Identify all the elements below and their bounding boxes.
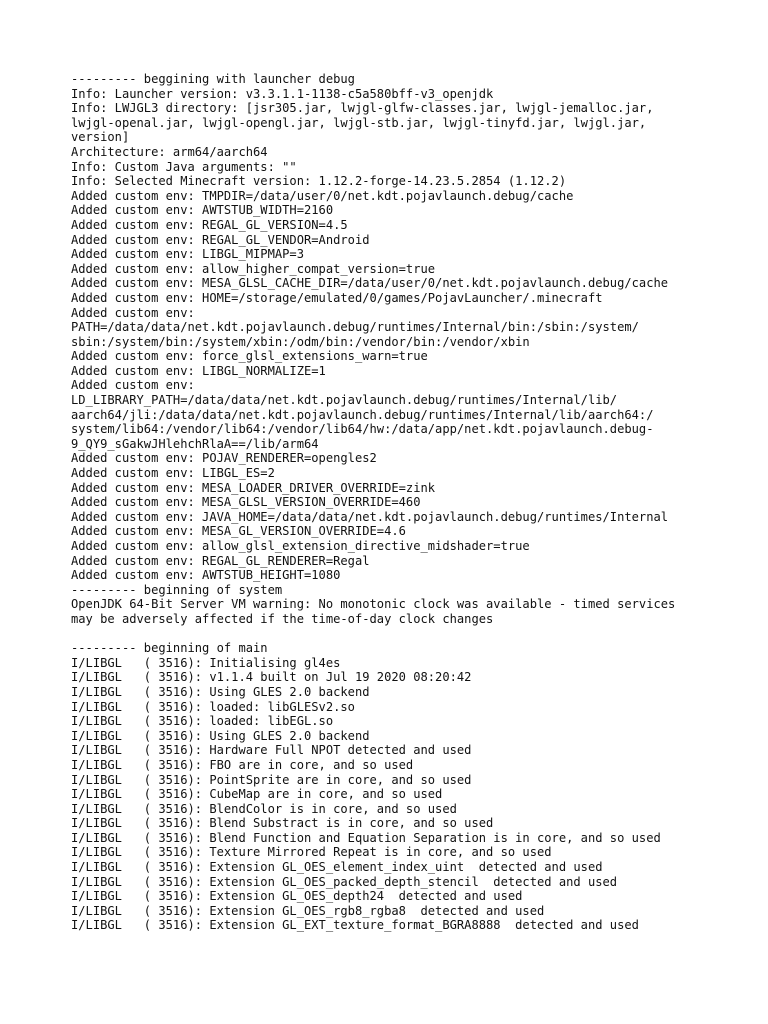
- log-line: I/LIBGL ( 3516): BlendColor is in core, and so used: [71, 801, 457, 816]
- log-line: I/LIBGL ( 3516): Extension GL_OES_packed_depth_stencil detected and used: [71, 874, 618, 889]
- log-line: I/LIBGL ( 3516): Using GLES 2.0 backend: [71, 728, 370, 743]
- log-line: Added custom env: LIBGL_NORMALIZE=1: [71, 363, 326, 378]
- log-line: I/LIBGL ( 3516): Blend Function and Equation Separation is in core, and so used: [71, 830, 661, 845]
- log-line: I/LIBGL ( 3516): v1.1.4 built on Jul 19 2020 08:20:42: [71, 670, 472, 685]
- log-line: Added custom env: MESA_LOADER_DRIVER_OVERRIDE=zink: [71, 480, 436, 495]
- log-line: Added custom env:: [71, 305, 195, 320]
- log-line: --------- beginning of main: [71, 641, 268, 656]
- log-line: Architecture: arm64/aarch64: [71, 144, 268, 159]
- log-line: Added custom env: AWTSTUB_WIDTH=2160: [71, 203, 334, 218]
- log-line: Added custom env: REGAL_GL_RENDERER=Regal: [71, 553, 370, 568]
- log-line: Added custom env: MESA_GL_VERSION_OVERRIDE=4.6: [71, 524, 406, 539]
- log-line: I/LIBGL ( 3516): PointSprite are in core, and so used: [71, 772, 472, 787]
- log-line: system/lib64:/vendor/lib64:/vendor/lib64/hw:/data/app/net.kdt.pojavlaunch.debug-: [71, 422, 654, 437]
- log-line: Added custom env: force_glsl_extensions_warn=true: [71, 349, 428, 364]
- log-line: I/LIBGL ( 3516): Blend Substract is in core, and so used: [71, 816, 494, 831]
- log-line: I/LIBGL ( 3516): Extension GL_OES_rgb8_rgba8 detected and used: [71, 903, 545, 918]
- log-line: Added custom env: LIBGL_ES=2: [71, 466, 275, 481]
- log-line: Added custom env:: [71, 378, 195, 393]
- log-line: I/LIBGL ( 3516): loaded: libEGL.so: [71, 714, 334, 729]
- log-line: Added custom env: REGAL_GL_VENDOR=Android: [71, 232, 370, 247]
- log-line: Added custom env: LIBGL_MIPMAP=3: [71, 247, 304, 262]
- log-line: Added custom env: POJAV_RENDERER=opengles2: [71, 451, 377, 466]
- log-line: I/LIBGL ( 3516): CubeMap are in core, and so used: [71, 787, 443, 802]
- log-line: Added custom env: MESA_GLSL_VERSION_OVERRIDE=460: [71, 495, 421, 510]
- log-line: lwjgl-openal.jar, lwjgl-opengl.jar, lwjgl-stb.jar, lwjgl-tinyfd.jar, lwjgl.jar,: [71, 115, 647, 130]
- log-line: Added custom env: allow_glsl_extension_directive_midshader=true: [71, 539, 530, 553]
- log-line: I/LIBGL ( 3516): FBO are in core, and so used: [71, 757, 414, 772]
- log-line: Info: Selected Minecraft version: 1.12.2-forge-14.23.5.2854 (1.12.2): [71, 174, 567, 189]
- log-line: --------- beginning of system: [71, 582, 283, 597]
- log-line: I/LIBGL ( 3516): Texture Mirrored Repeat is in core, and so used: [71, 845, 552, 860]
- log-line: [71, 627, 711, 642]
- log-line: Added custom env: JAVA_HOME=/data/data/net.kdt.pojavlaunch.debug/runtimes/Internal: [71, 509, 669, 524]
- log-line: I/LIBGL ( 3516): Extension GL_EXT_texture_format_BGRA8888 detected and used: [71, 918, 639, 933]
- log-line: OpenJDK 64-Bit Server VM warning: No monotonic clock was available - timed services: [71, 597, 676, 612]
- log-line: I/LIBGL ( 3516): Extension GL_OES_element_index_uint detected and used: [71, 860, 603, 875]
- log-line: LD_LIBRARY_PATH=/data/data/net.kdt.pojavlaunch.debug/runtimes/Internal/lib/: [71, 393, 618, 408]
- log-line: I/LIBGL ( 3516): loaded: libGLESv2.so: [71, 699, 355, 714]
- log-line: Added custom env: allow_higher_compat_version=true: [71, 261, 436, 276]
- log-line: I/LIBGL ( 3516): Hardware Full NPOT detected and used: [71, 743, 472, 758]
- log-line: Info: Launcher version: v3.3.1.1-1138-c5a580bff-v3_openjdk: [71, 86, 494, 101]
- log-line: PATH=/data/data/net.kdt.pojavlaunch.debug/runtimes/Internal/bin:/sbin:/system/: [71, 320, 639, 335]
- log-line: Info: Custom Java arguments: "": [71, 159, 297, 174]
- log-line: Added custom env: TMPDIR=/data/user/0/net.kdt.pojavlaunch.debug/cache: [71, 188, 574, 203]
- log-line: I/LIBGL ( 3516): Initialising gl4es: [71, 655, 341, 670]
- log-line: 9_QY9_sGakwJHlehchRlaA==/lib/arm64: [71, 436, 319, 451]
- log-line: Info: LWJGL3 directory: [jsr305.jar, lwjgl-glfw-classes.jar, lwjgl-jemalloc.jar,: [71, 101, 654, 116]
- log-line: aarch64/jli:/data/data/net.kdt.pojavlaunch.debug/runtimes/Internal/lib/aarch64:/: [71, 407, 654, 422]
- log-line: Added custom env: AWTSTUB_HEIGHT=1080: [71, 568, 341, 583]
- log-line: sbin:/system/bin:/system/xbin:/odm/bin:/vendor/bin:/vendor/xbin: [71, 334, 530, 349]
- log-line: version]: [71, 130, 130, 145]
- log-line: Added custom env: HOME=/storage/emulated/0/games/PojavLauncher/.minecraft: [71, 290, 603, 305]
- log-line: Added custom env: MESA_GLSL_CACHE_DIR=/data/user/0/net.kdt.pojavlaunch.debug/cache: [71, 276, 669, 291]
- log-line: may be adversely affected if the time-of-day clock changes: [71, 611, 494, 626]
- log-line: --------- beggining with launcher debug: [71, 72, 355, 86]
- log-line: I/LIBGL ( 3516): Extension GL_OES_depth24 detected and used: [71, 889, 523, 904]
- log-line: Added custom env: REGAL_GL_VERSION=4.5: [71, 217, 348, 232]
- log-text-block: [71, 72, 711, 933]
- log-line: I/LIBGL ( 3516): Using GLES 2.0 backend: [71, 684, 370, 699]
